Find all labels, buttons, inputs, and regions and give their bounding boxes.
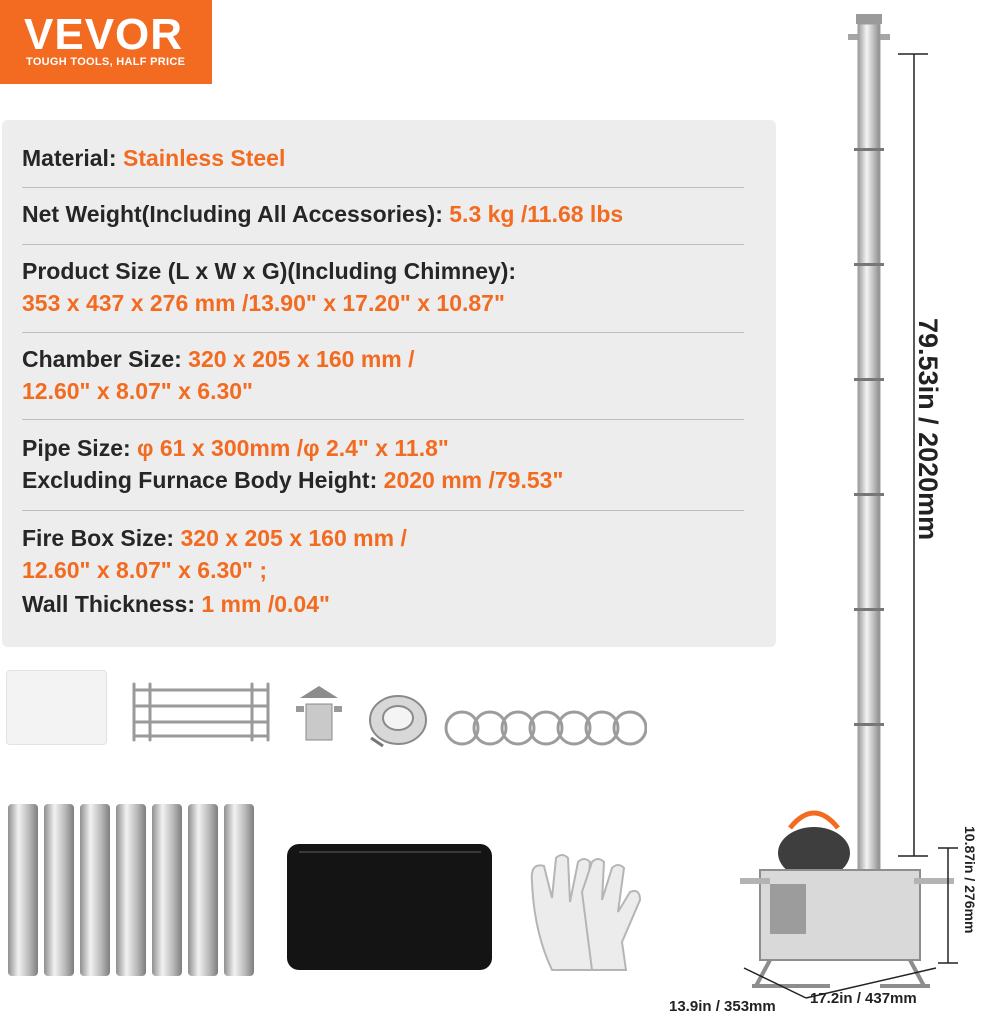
chimney-flange-image bbox=[365, 690, 431, 748]
spec-product-size: Product Size (L x W x G)(Including Chimney): 353 x 437 x 276 mm /13.90" x 17.20" x 10.87" bbox=[22, 258, 517, 316]
spec-material: Material: Stainless Steel bbox=[22, 145, 286, 171]
body-height-dimension: 10.87in / 276mm bbox=[962, 826, 978, 934]
brand-name: VEVOR bbox=[24, 10, 184, 59]
divider bbox=[22, 244, 744, 245]
chimney-height-dimension: 79.53in / 2020mm bbox=[913, 318, 943, 541]
vevor-logo bbox=[0, 0, 212, 84]
brand-tagline: TOUGH TOOLS, HALF PRICE bbox=[26, 56, 186, 68]
spec-net-weight: Net Weight(Including All Accessories): 5.3 kg /11.68 lbs bbox=[22, 201, 624, 227]
chimney-pipes-image bbox=[6, 800, 256, 978]
divider bbox=[22, 510, 744, 511]
divider bbox=[22, 332, 744, 333]
length-dimension: 13.9in / 353mm bbox=[669, 998, 776, 1015]
gloves-image bbox=[522, 852, 662, 974]
spec-fire-box-size: Fire Box Size: 320 x 205 x 160 mm / 12.60" x 8.07" x 6.30" ; Wall Thickness: 1 mm /0.04" bbox=[22, 525, 407, 617]
drying-rack-image bbox=[128, 678, 273, 742]
width-dimension: 17.2in / 437mm bbox=[810, 990, 917, 1007]
spec-chamber-size: Chamber Size: 320 x 205 x 160 mm / 12.60" x 8.07" x 6.30" bbox=[22, 346, 415, 404]
storage-bag-image bbox=[285, 840, 495, 975]
divider bbox=[22, 419, 744, 420]
hose-clamps-image bbox=[442, 700, 647, 750]
spec-pipe-size: Pipe Size: φ 61 x 300mm /φ 2.4" x 11.8" Excluding Furnace Body Height: 2020 mm /79.53" bbox=[22, 435, 564, 493]
spec-panel bbox=[2, 120, 776, 647]
fireproof-mat-image bbox=[6, 670, 107, 745]
chimney-cap-image bbox=[294, 684, 344, 744]
divider bbox=[22, 187, 744, 188]
